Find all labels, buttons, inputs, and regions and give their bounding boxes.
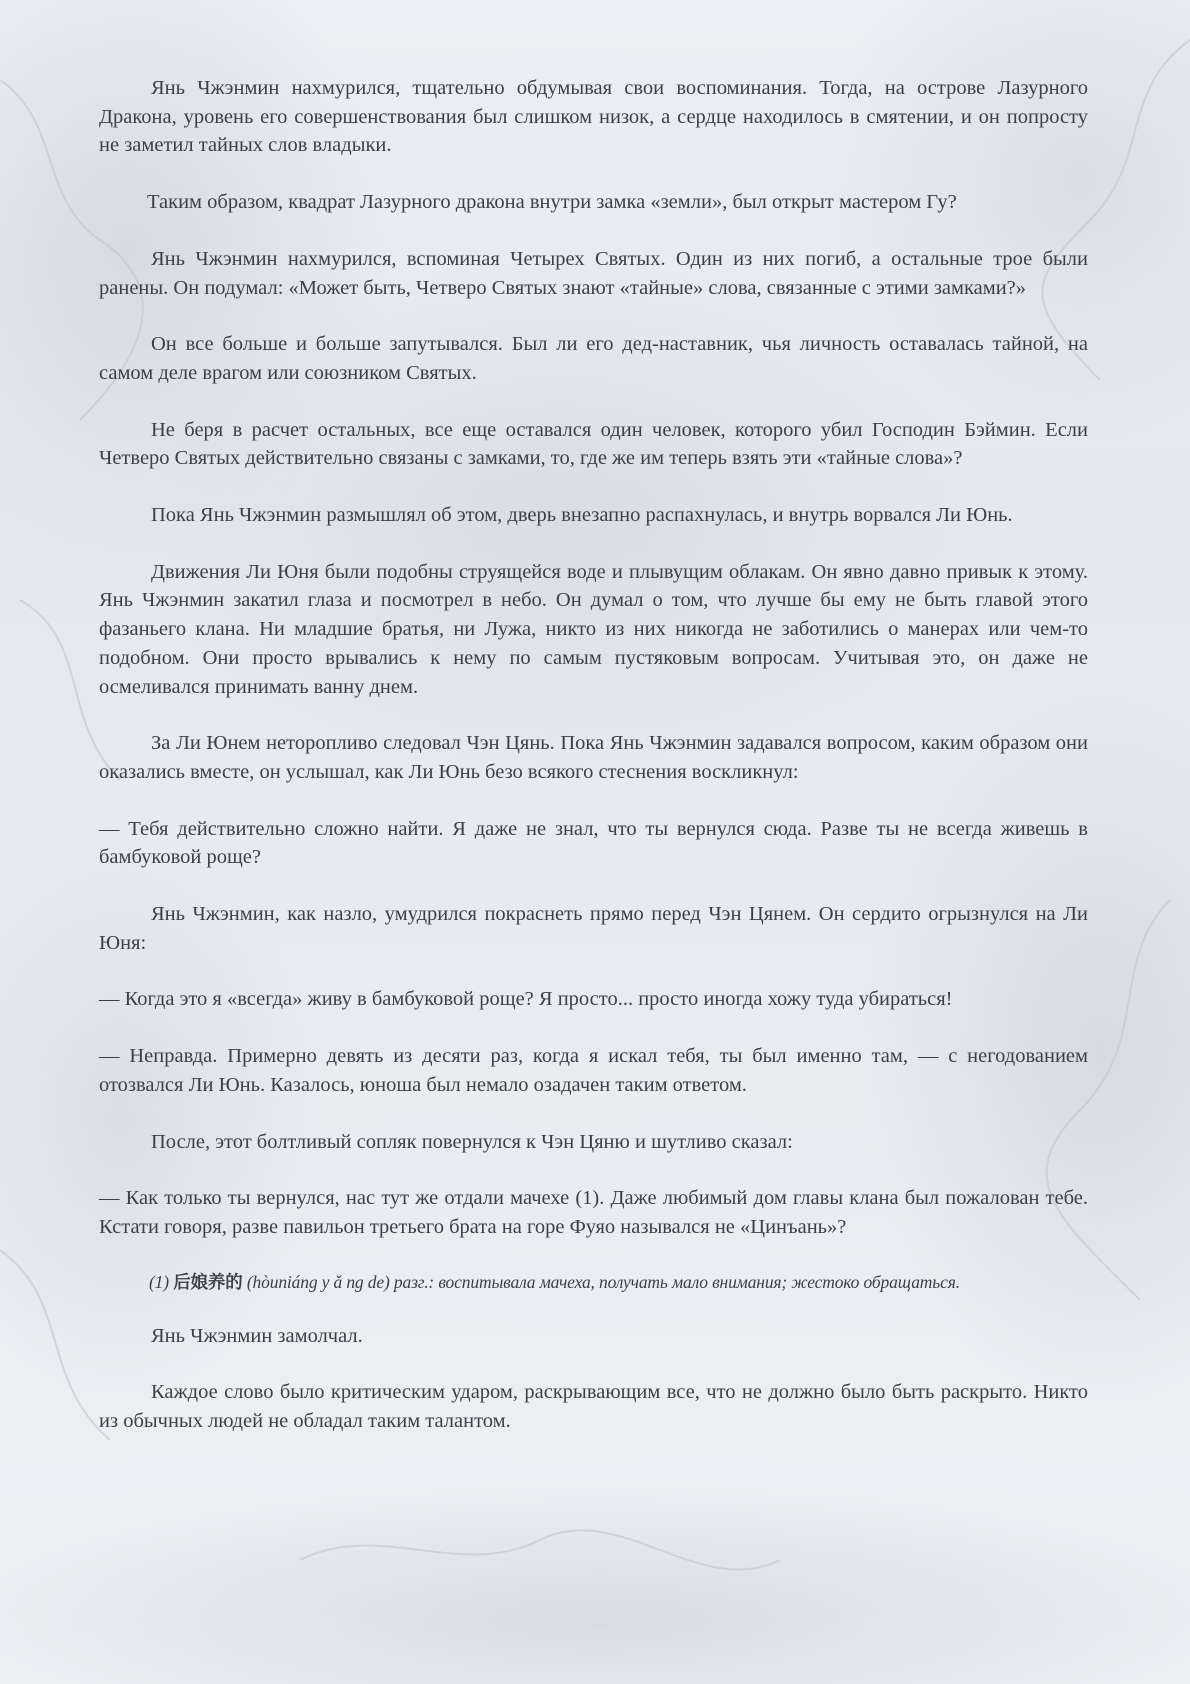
footnote-hanzi: 后娘养的 [173, 1271, 243, 1292]
paragraph-15: Янь Чжэнмин замолчал. [151, 1324, 363, 1347]
paragraph-3: Янь Чжэнмин нахмурился, вспоминая Четырех Святых. Один из них погиб, а остальные трое были ранены. Он подумал: «Может быть, Четверо Святых знают «тайные» слова, связанные с этими замками?» [99, 247, 1088, 299]
paragraph-10: Янь Чжэнмин, как назло, умудрился покраснеть прямо перед Чэн Цянем. Он сердито огрызнулся на Ли Юня: [99, 903, 1088, 954]
paragraph-7: Движения Ли Юня были подобны струящейся воде и плывущим облакам. Он явно давно привык к этому. Янь Чжэнмин закатил глаза и посмотрел в небо. Он думал о том, что лучше бы ему не быть главой этого фазаньего клана. Ни младшие братья, ни Лужа, никто из них никогда не заботились о манерах или чем-то подобном. Они просто врывались к нему по самым пустяковым вопросам. Учитывая это, он даже не осмеливался принимать ванну днем. [99, 560, 1088, 698]
paragraph-6: Пока Янь Чжэнмин размышлял об этом, дверь внезапно распахнулась, и внутрь ворвался Ли Юнь. [151, 504, 1013, 527]
paragraph-8: За Ли Юнем неторопливо следовал Чэн Цянь. Пока Янь Чжэнмин задавался вопросом, каким образом они оказались вместе, он услышал, как Ли Юнь безо всякого стеснения воскликнул: [99, 732, 1088, 783]
paragraph-2: Таким образом, квадрат Лазурного дракона внутри замка «земли», был открыт мастером Гу? [147, 191, 957, 214]
paragraph-1: Янь Чжэнмин нахмурился, тщательно обдумывая свои воспоминания. Тогда, на острове Лазурного Дракона, уровень его совершенствования был слишком низок, а сердце находилось в смятении, и он попросту не заметил тайных слов владыки. [99, 77, 1088, 157]
paragraph-4: Он все больше и больше запутывался. Был ли его дед-наставник, чья личность оставалась тайной, на самом деле врагом или союзником Святых. [99, 333, 1088, 384]
footnote-text: (hòuniáng y ǎ ng de) разг.: воспитывала мачеха, получать мало внимания; жестоко обращаться. [246, 1271, 960, 1292]
paragraph-16: Каждое слово было критическим ударом, раскрывающим все, что не должно было быть раскрыто. Никто из обычных людей не обладал таким талантом. [99, 1381, 1088, 1433]
paragraph-5: Не беря в расчет остальных, все еще оставался один человек, которого убил Господин Бэймин. Если Четверо Святых действительно связаны с замками, то, где же им теперь взять эти «тайные слова»? [99, 418, 1088, 470]
document-page [99, 74, 1088, 1436]
dialogue-2: — Когда это я «всегда» живу в бамбуковой роще? Я просто... просто иногда хожу туда убираться! [99, 988, 953, 1011]
dialogue-3: — Неправда. Примерно девять из десяти раз, когда я искал тебя, ты был именно там, — с негодованием отозвался Ли Юнь. Казалось, юноша был немало озадачен таким ответом. [99, 1045, 1088, 1096]
footnote-marker: (1) [149, 1271, 169, 1292]
dialogue-1: — Тебя действительно сложно найти. Я даже не знал, что ты вернулся сюда. Разве ты не всегда живешь в бамбуковой роще? [99, 817, 1088, 869]
paragraph-13: После, этот болтливый сопляк повернулся к Чэн Цяню и шутливо сказал: [151, 1130, 793, 1153]
dialogue-4: — Как только ты вернулся, нас тут же отдали мачехе (1). Даже любимый дом главы клана был пожалован тебе. Кстати говоря, разве павильон третьего брата на горе Фуяо назывался не «Цинъань»? [99, 1187, 1088, 1238]
footnote [99, 1268, 1088, 1296]
